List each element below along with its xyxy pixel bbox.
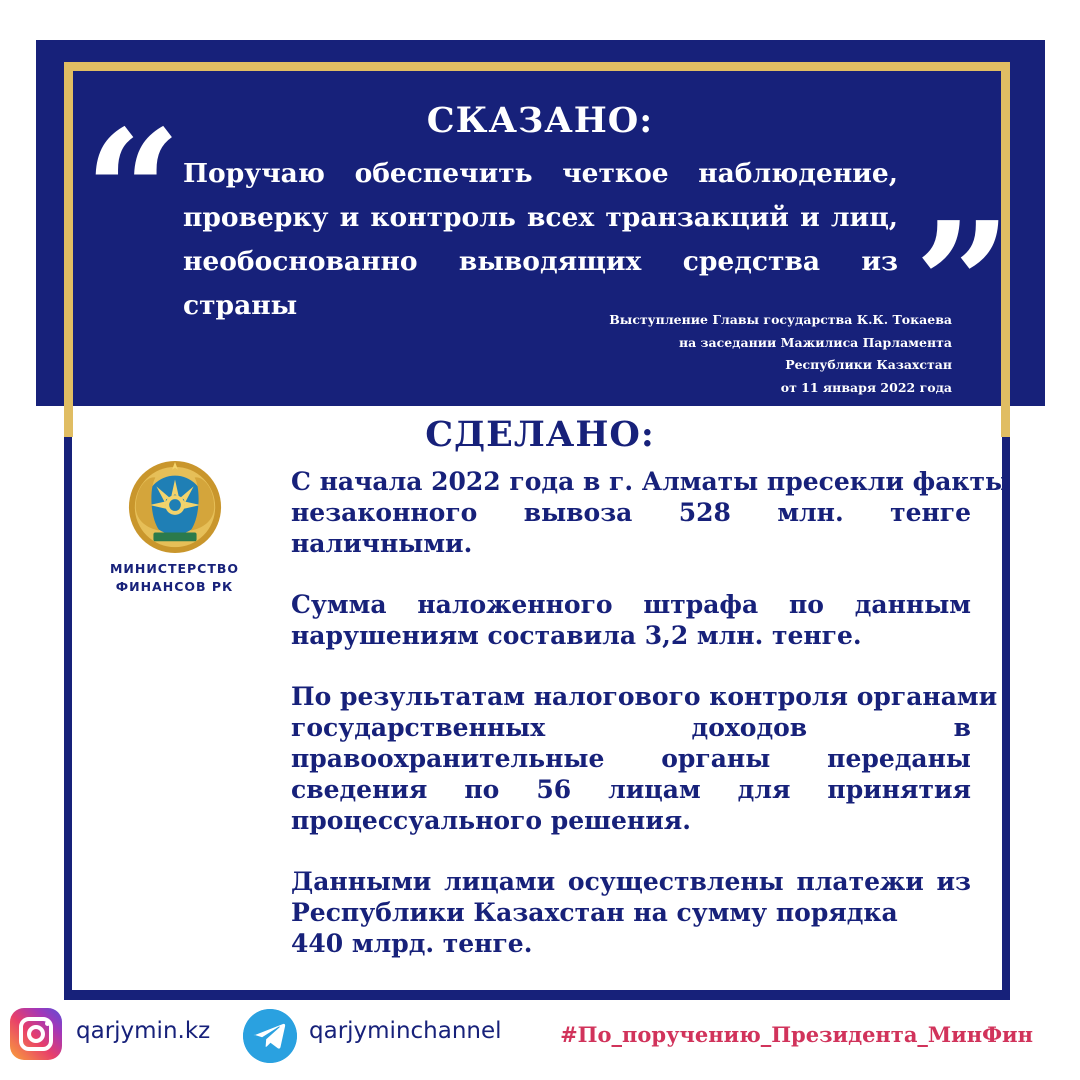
result-line: Сумма наложенного штрафа по данным	[291, 590, 971, 619]
ministry-name	[92, 560, 257, 596]
result-line: незаконного вывоза 528 млн. тенге	[291, 498, 971, 527]
result-line: Данными лицами осуществлены платежи из	[291, 867, 971, 896]
said-title: СКАЗАНО:	[426, 100, 654, 141]
quote-line: необоснованно выводящих средства из страны	[183, 246, 898, 321]
result-paragraph	[291, 466, 1011, 559]
state-emblem-icon	[126, 458, 224, 556]
source-line: на заседании Мажилиса Парламента	[678, 334, 952, 350]
source-line: Выступление Главы государства К.К. Токаева	[609, 312, 952, 327]
quote-line: Поручаю обеспечить четкое наблюдение,	[183, 158, 898, 189]
result-paragraph	[291, 681, 998, 836]
instagram-link[interactable]: qarjymin.kz	[76, 1018, 211, 1044]
source-line: Республики Казахстан	[785, 357, 952, 372]
president-quote	[183, 152, 898, 328]
source-line: от 11 января 2022 года	[780, 379, 952, 395]
instagram-icon[interactable]	[10, 1008, 62, 1060]
quote-source	[609, 309, 952, 399]
hashtag[interactable]: #По_поручению_Президента_МинФин	[560, 1022, 1033, 1047]
quote-close-icon: ”	[914, 185, 1012, 385]
telegram-icon[interactable]	[243, 1009, 297, 1063]
result-line: правоохранительные органы переданы	[291, 744, 971, 773]
quote-open-icon: “	[84, 93, 182, 293]
result-line: сведения по 56 лицам для принятия	[291, 775, 971, 804]
result-paragraph	[291, 866, 971, 959]
result-line: процессуального решения.	[291, 806, 691, 835]
result-line: Республики Казахстан на сумму порядка	[291, 898, 898, 927]
ministry-line: МИНИСТЕРСТВО	[109, 561, 240, 576]
result-paragraph	[291, 589, 971, 651]
result-line: 440 млрд. тенге.	[291, 929, 533, 958]
quote-line: проверку и контроль всех транзакций и лиц,	[183, 202, 898, 233]
result-line: государственных доходов в	[291, 713, 971, 742]
results-text	[291, 466, 1011, 989]
done-title: СДЕЛАНО:	[425, 414, 655, 455]
telegram-link[interactable]: qarjyminchannel	[309, 1018, 502, 1044]
result-line: наличными.	[291, 529, 473, 558]
result-line: нарушениям составила 3,2 млн. тенге.	[291, 621, 862, 650]
ministry-line: ФИНАНСОВ РК	[115, 579, 234, 594]
result-line: С начала 2022 года в г. Алматы пресекли факты	[291, 467, 1011, 496]
result-line: По результатам налогового контроля органами	[291, 682, 998, 711]
